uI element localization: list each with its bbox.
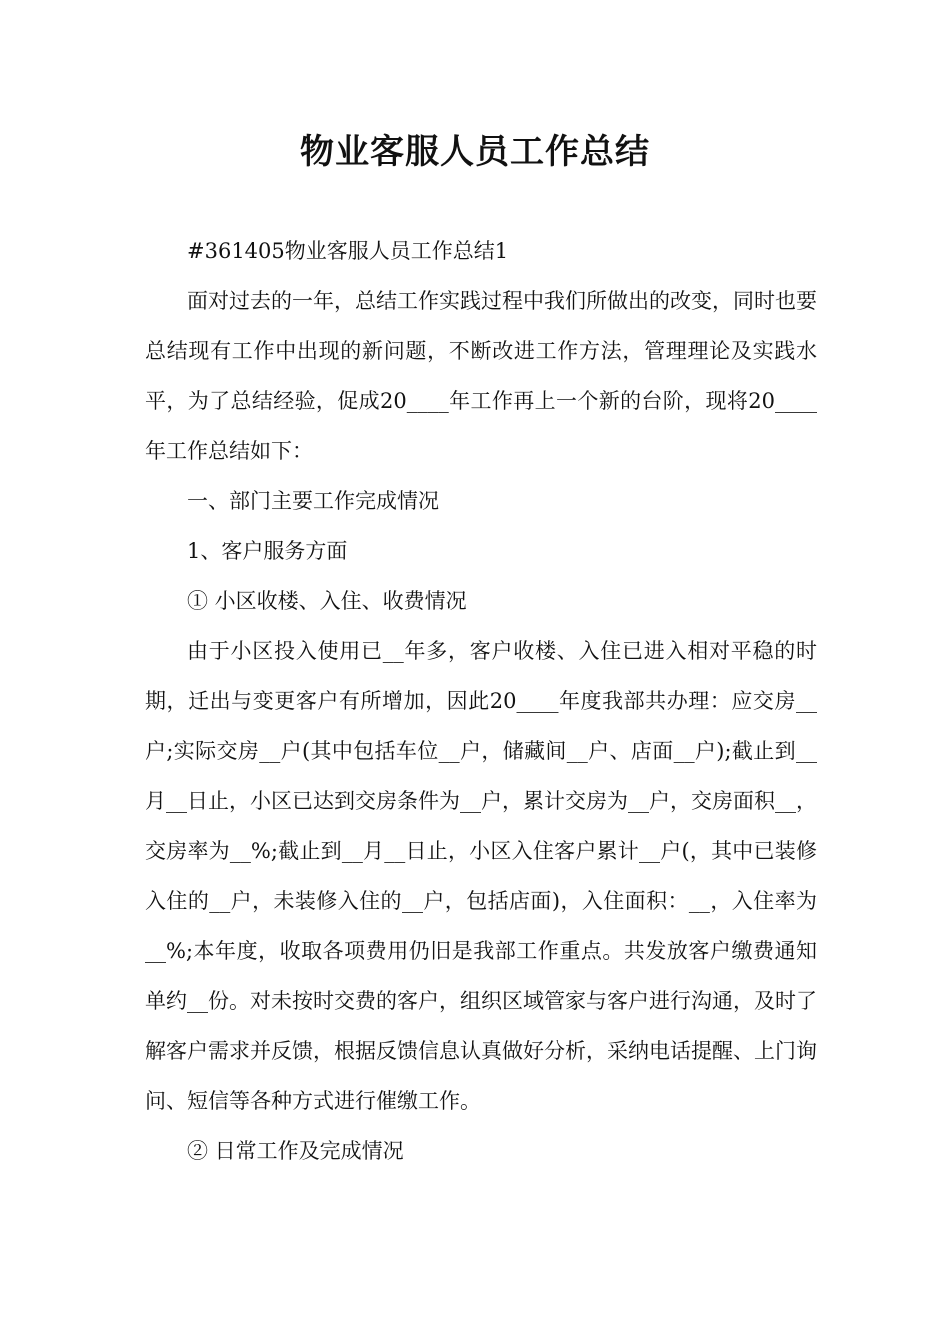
item-heading-1: ① 小区收楼、入住、收费情况 bbox=[187, 589, 467, 613]
document-title: 物业客服人员工作总结 bbox=[300, 132, 650, 172]
paragraph-intro: 面对过去的一年，总结工作实践过程中我们所做出的改变，同时也要总结现有工作中出现的新问题，不断改进工作方法，管理理论及实践水平，为了总结经验，促成20____年工作再上一个新的台阶，现将20____年工作总结如下： bbox=[145, 289, 817, 463]
document-body bbox=[145, 226, 817, 1176]
subsection-heading-1: 1、客户服务方面 bbox=[187, 539, 348, 563]
paragraph-details: 由于小区投入使用已__年多，客户收楼、入住已进入相对平稳的时期，迁出与变更客户有所增加，因此20____年度我部共办理：应交房__户;实际交房__户(其中包括车位__户，储藏间__户、店面__户);截止到__月__日止，小区已达到交房条件为__户，累计交房为__户，交房面积__，交房率为__%;截止到__月__日止，小区入住客户累计__户(，其中已装修入住的__户，未装修入住的__户，包括店面)，入住面积：__，入住率为__%;本年度，收取各项费用仍旧是我部工作重点。共发放客户缴费通知单约__份。对未按时交费的客户，组织区域管家与客户进行沟通，及时了解客户需求并反馈，根据反馈信息认真做好分析，采纳电话提醒、上门询问、短信等各种方式进行催缴工作。 bbox=[145, 639, 817, 1113]
section-heading-1: 一、部门主要工作完成情况 bbox=[187, 489, 439, 513]
item-heading-2: ② 日常工作及完成情况 bbox=[187, 1139, 404, 1163]
paragraph-heading-ref: #361405物业客服人员工作总结1 bbox=[187, 239, 509, 263]
